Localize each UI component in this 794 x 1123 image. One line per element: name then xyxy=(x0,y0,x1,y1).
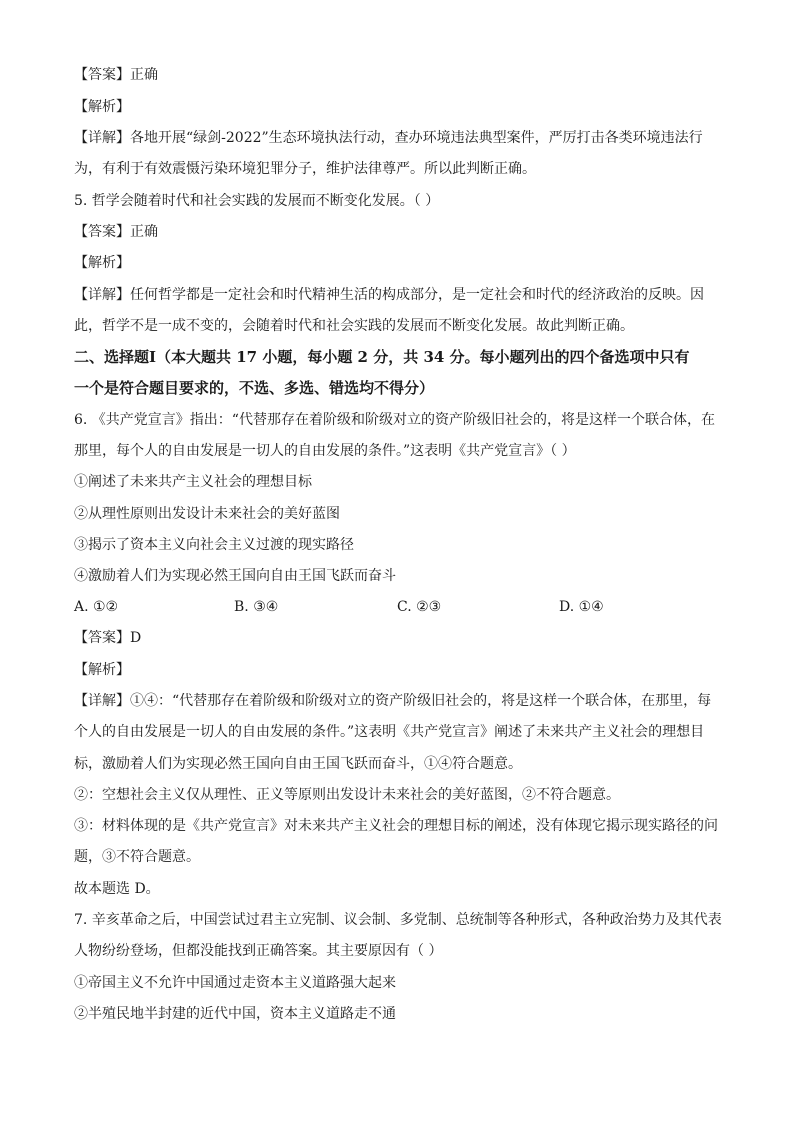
explanation-text: 【详解】任何哲学都是一定社会和时代精神生活的构成部分，是一定社会和时代的经济政治的反映。因 xyxy=(74,287,704,303)
explanation-text: 此，哲学不是一成不变的，会随着时代和社会实践的发展而不断变化发展。故此判断正确。 xyxy=(74,318,634,334)
section-heading: 二、选择题Ⅰ（本大题共 17 小题，每小题 2 分，共 34 分。每小题列出的四个备选项中只有 xyxy=(74,348,690,366)
option-b: B. ③④ xyxy=(234,599,279,615)
analysis-label: 【解析】 xyxy=(74,99,130,115)
question-6: 那里，每个人的自由发展是一切人的自由发展的条件。”这表明《共产党宣言》（ ） xyxy=(74,443,576,459)
explanation-text: 为，有利于有效震慑污染环境犯罪分子，维护法律尊严。所以此判断正确。 xyxy=(74,161,536,177)
statement-item: ①帝国主义不允许中国通过走资本主义道路强大起来 xyxy=(74,975,396,991)
statement-item: ③揭示了资本主义向社会主义过渡的现实路径 xyxy=(74,537,354,553)
statement-item: ②从理性原则出发设计未来社会的美好蓝图 xyxy=(74,506,340,522)
option-d: D. ①④ xyxy=(559,599,604,615)
explanation-text: 标，激励着人们为实现必然王国向自由王国飞跃而奋斗，①④符合题意。 xyxy=(74,756,522,772)
analysis-label: 【解析】 xyxy=(74,662,130,678)
answer-label: 【答案】正确 xyxy=(74,224,158,240)
section-heading: 一个是符合题目要求的，不选、多选、错选均不得分） xyxy=(74,379,435,397)
question-7: 人物纷纷登场，但都没能找到正确答案。其主要原因有（ ） xyxy=(74,943,443,959)
explanation-text: 【详解】①④：“代替那存在着阶级和阶级对立的资产阶级旧社会的，将是这样一个联合体，在那里，每 xyxy=(74,693,712,709)
conclusion-text: 故本题选 D。 xyxy=(74,881,160,897)
option-c: C. ②③ xyxy=(397,599,442,615)
question-5: 5. 哲学会随着时代和社会实践的发展而不断变化发展。（ ） xyxy=(74,193,440,209)
explanation-text: 个人的自由发展是一切人的自由发展的条件。”这表明《共产党宣言》阐述了未来共产主义社会的理想目 xyxy=(74,724,705,740)
explanation-text: ②：空想社会主义仅从理性、正义等原则出发设计未来社会的美好蓝图，②不符合题意。 xyxy=(74,787,620,803)
explanation-text: ③：材料体现的是《共产党宣言》对未来共产主义社会的理想目标的阐述，没有体现它揭示现实路径的问 xyxy=(74,818,718,834)
question-7: 7. 辛亥革命之后，中国尝试过君主立宪制、议会制、多党制、总统制等各种形式，各种政治势力及其代表 xyxy=(74,912,722,928)
answer-label: 【答案】正确 xyxy=(74,67,158,83)
statement-item: ④激励着人们为实现必然王国向自由王国飞跃而奋斗 xyxy=(74,568,396,584)
option-a: A. ①② xyxy=(74,599,119,615)
explanation-text: 题，③不符合题意。 xyxy=(74,849,200,865)
statement-item: ①阐述了未来共产主义社会的理想目标 xyxy=(74,474,312,490)
question-6: 6. 《共产党宣言》指出：“代替那存在着阶级和阶级对立的资产阶级旧社会的，将是这样一个联合体，在 xyxy=(74,412,715,428)
answer-label: 【答案】D xyxy=(74,630,142,646)
analysis-label: 【解析】 xyxy=(74,255,130,271)
explanation-text: 【详解】各地开展“绿剑-2022”生态环境执法行动，查办环境违法典型案件，严厉打击各类环境违法行 xyxy=(74,130,703,146)
statement-item: ②半殖民地半封建的近代中国，资本主义道路走不通 xyxy=(74,1006,396,1022)
